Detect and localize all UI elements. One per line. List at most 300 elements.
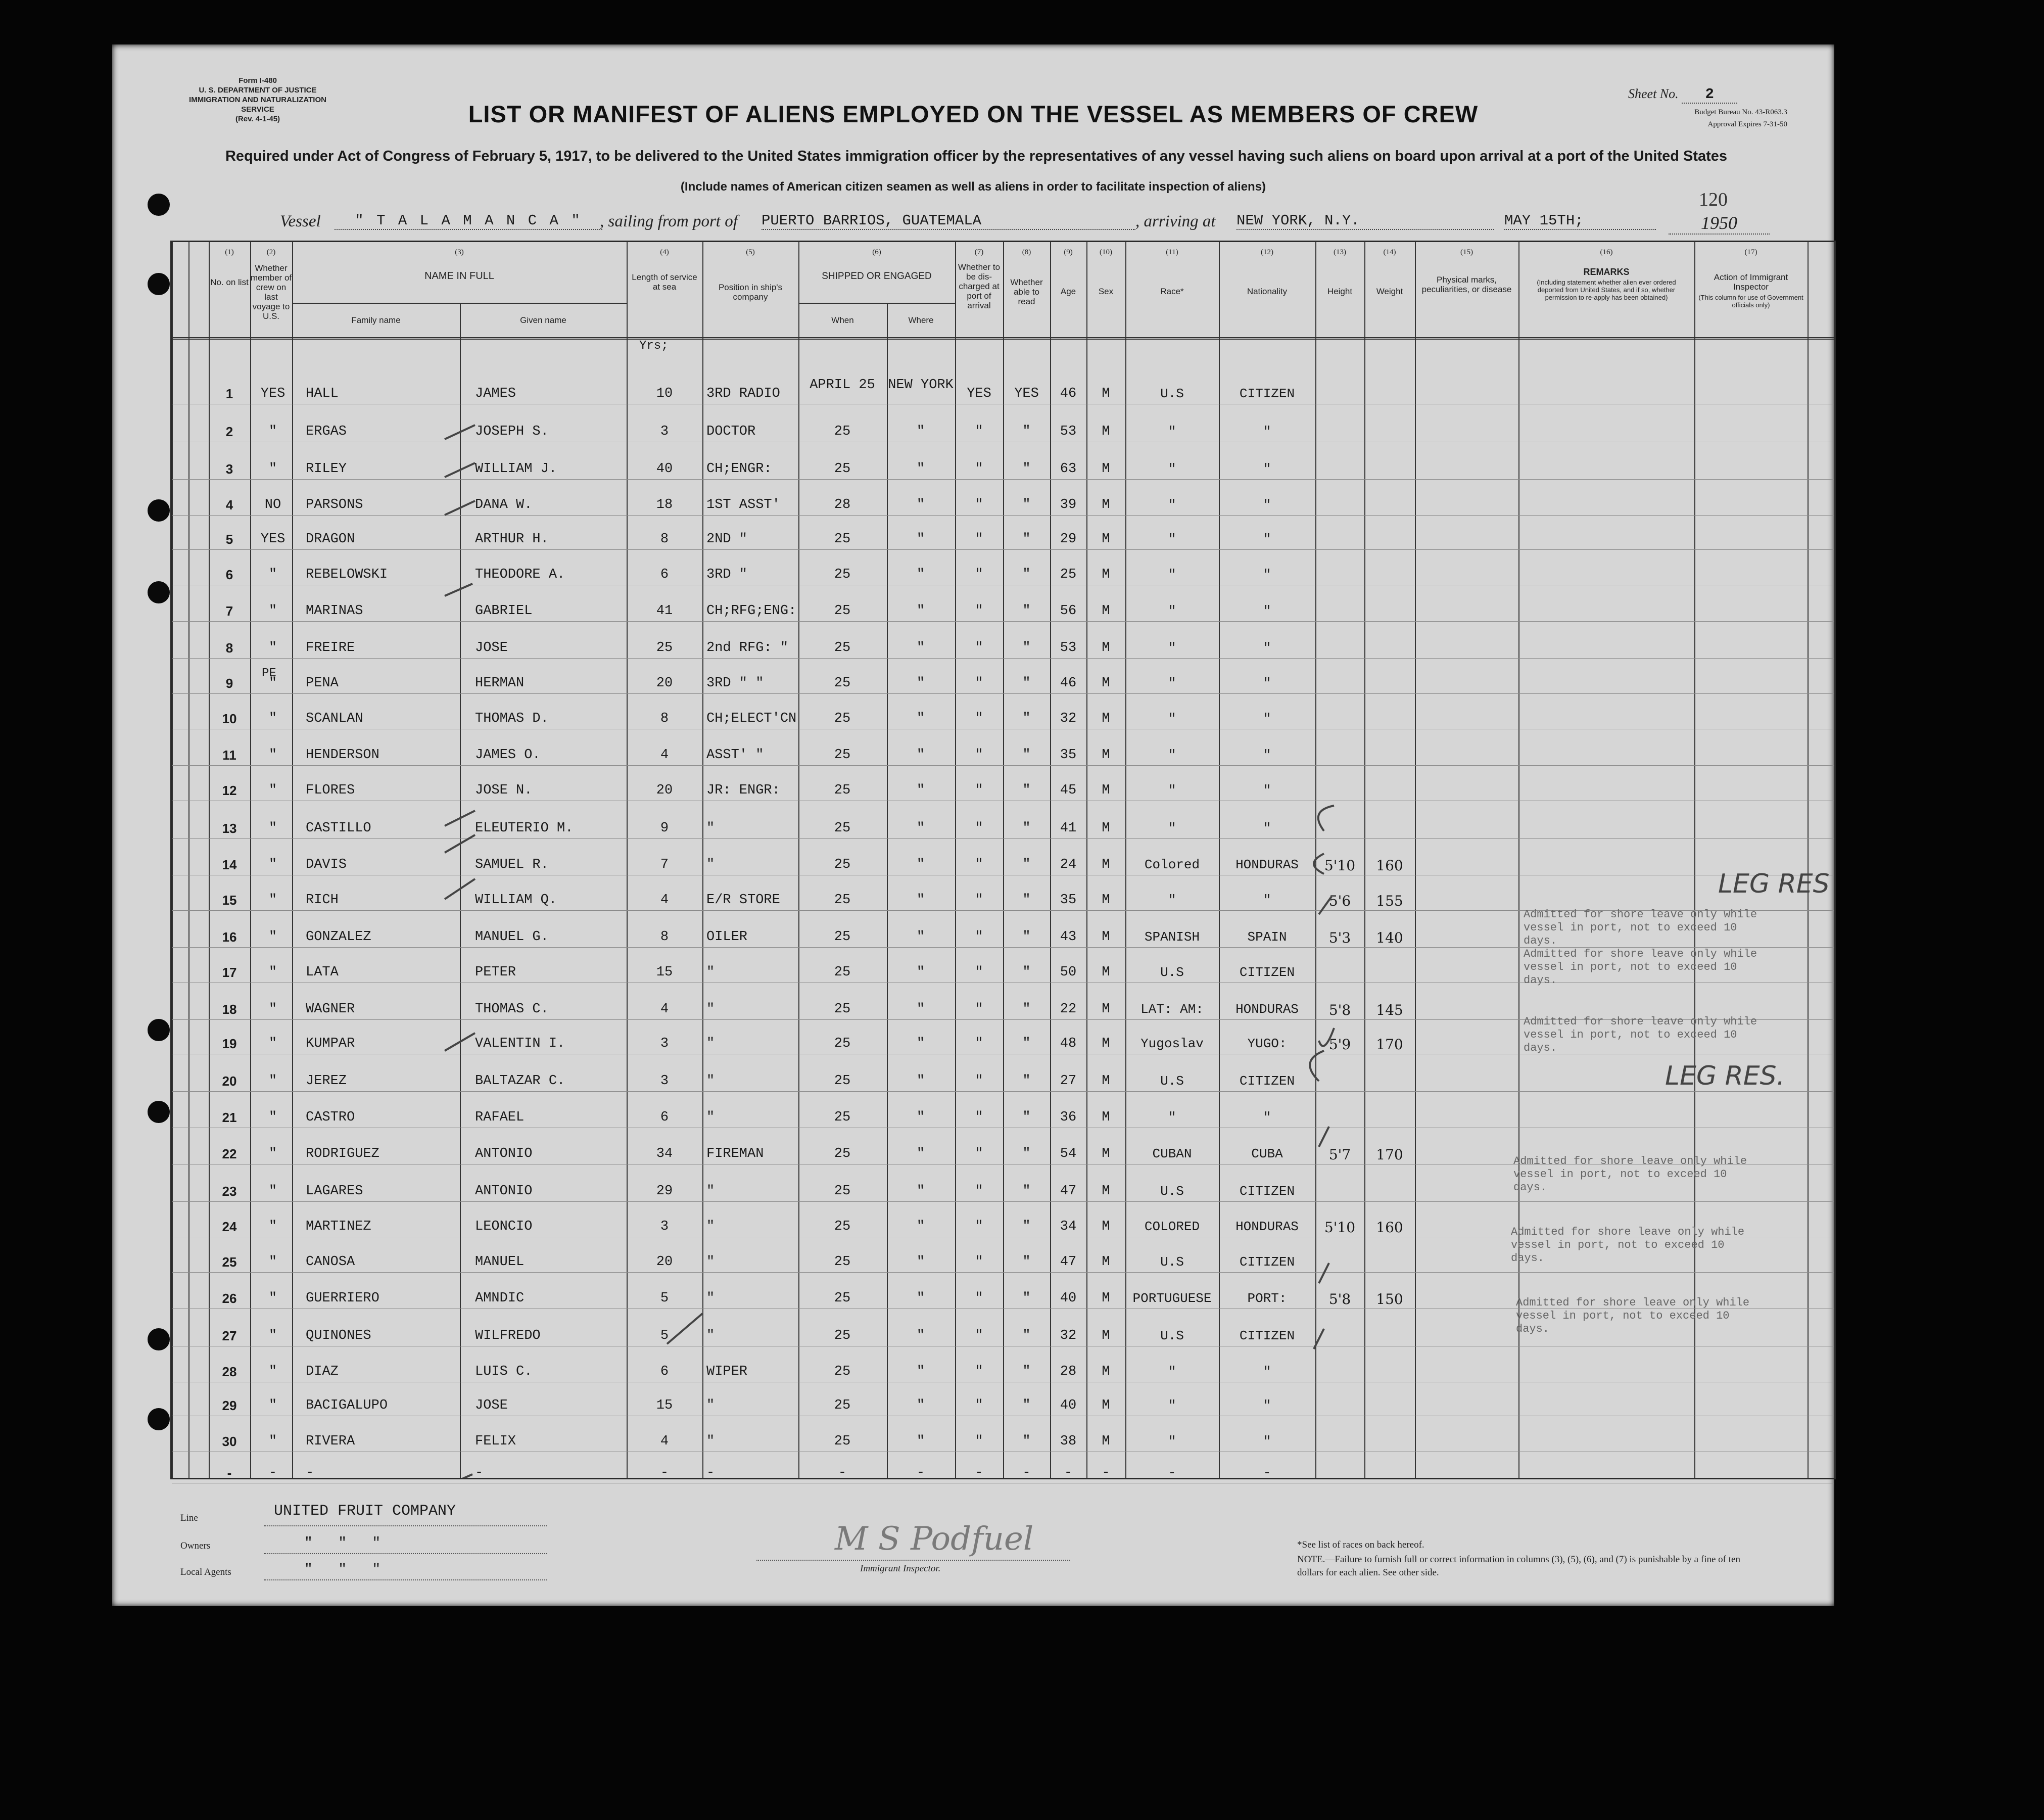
cell-disch: " xyxy=(975,1110,983,1125)
cell-family: HENDERSON xyxy=(306,748,379,763)
cell-weight: 160 xyxy=(1376,857,1403,874)
cell-race: " xyxy=(1168,461,1176,477)
cell-prev: " xyxy=(268,461,277,477)
cell-service: 41 xyxy=(656,603,673,619)
punch-hole xyxy=(148,1101,170,1123)
cell-where: " xyxy=(916,965,925,980)
owners-value: " " " xyxy=(304,1535,381,1551)
cell-race: SPANISH xyxy=(1144,929,1200,945)
cell-read: " xyxy=(1022,711,1031,726)
cell-prev: " xyxy=(268,857,277,872)
cell-service: 40 xyxy=(656,461,673,477)
row-number: 12 xyxy=(222,783,237,798)
cell-where: " xyxy=(916,497,925,512)
punch-hole xyxy=(148,194,170,216)
cell-service: 25 xyxy=(656,640,673,656)
cell-nat: " xyxy=(1263,640,1271,656)
cell-nat: PORT: xyxy=(1247,1291,1287,1306)
cell-given: LUIS C. xyxy=(475,1364,533,1379)
cell-prev: " xyxy=(268,603,277,619)
cell-family: JEREZ xyxy=(306,1074,347,1089)
row-rule xyxy=(172,1272,1834,1273)
cell-sex: - xyxy=(1102,1465,1110,1480)
cell-when: 25 xyxy=(834,1219,851,1234)
cell-age: 40 xyxy=(1060,1291,1077,1306)
cell-prev: " xyxy=(268,1434,277,1449)
cell-prev: - xyxy=(268,1465,277,1480)
cell-position: OILER xyxy=(706,929,748,945)
cell-service: 6 xyxy=(660,1364,669,1379)
cell-prev: " xyxy=(268,640,277,656)
approval-expiry: Approval Expires 7-31-50 xyxy=(1707,120,1787,128)
cell-disch: " xyxy=(975,676,983,691)
cell-race: " xyxy=(1168,532,1176,547)
cell-sex: M xyxy=(1102,857,1110,872)
row-rule xyxy=(172,549,1834,550)
cell-read: " xyxy=(1022,1184,1031,1199)
cell-given: THOMAS C. xyxy=(475,1002,549,1017)
cell-read: " xyxy=(1022,857,1031,872)
col-header-position: Position in ship's company xyxy=(718,283,783,302)
cell-position: " xyxy=(706,1219,715,1234)
cell-age: 38 xyxy=(1060,1434,1077,1449)
cell-family: RIVERA xyxy=(306,1434,355,1449)
cell-race: " xyxy=(1168,1398,1176,1413)
cell-where: NEW YORK xyxy=(888,378,954,393)
col-num: (12) xyxy=(1261,248,1273,256)
row-number: 21 xyxy=(222,1110,237,1125)
form-id: Form I-480 xyxy=(239,76,277,85)
cell-family: MARTINEZ xyxy=(306,1219,371,1234)
row-number: 17 xyxy=(222,965,237,980)
cell-age: 47 xyxy=(1060,1254,1077,1270)
cell-age: 53 xyxy=(1060,424,1077,439)
fine-note: NOTE.—Failure to furnish full or correct information in columns (3), (5), (6), and (7) is punishable by a fine of ten dollars for each alien. See other side. xyxy=(1297,1554,1740,1578)
cell-nat: " xyxy=(1263,567,1271,582)
cell-read: " xyxy=(1022,1398,1031,1413)
row-number: - xyxy=(227,1465,232,1480)
cell-when: 25 xyxy=(834,1036,851,1051)
cell-position: FIREMAN xyxy=(706,1146,764,1161)
remark-shore-leave: Admitted for shore leave only while vessel in port, not to exceed 10 days. xyxy=(1524,1015,1757,1054)
cell-prev: " xyxy=(268,676,277,691)
cell-read: " xyxy=(1022,640,1031,656)
cell-race: " xyxy=(1168,497,1176,512)
row-number: 23 xyxy=(222,1184,237,1199)
row-number: 13 xyxy=(222,821,237,836)
col-header-physical-marks: Physical marks, peculiarities, or disease xyxy=(1421,275,1512,294)
cell-disch: " xyxy=(975,424,983,439)
cell-nat: " xyxy=(1263,461,1271,477)
cell-sex: M xyxy=(1102,386,1110,401)
cell-weight: 145 xyxy=(1376,1002,1403,1018)
cell-family: LAGARES xyxy=(306,1184,363,1199)
cell-position: " xyxy=(706,1291,715,1306)
cell-prev: " xyxy=(268,783,277,798)
cell-position: CH;ENGR: xyxy=(706,461,772,477)
cell-given: JOSE xyxy=(475,640,508,656)
cell-disch: " xyxy=(975,1254,983,1270)
cell-given: ARTHUR H. xyxy=(475,532,549,547)
cell-nat: " xyxy=(1263,1398,1271,1413)
cell-prev: " xyxy=(268,1074,277,1089)
cell-disch: " xyxy=(975,1036,983,1051)
cell-given: MANUEL G. xyxy=(475,929,549,945)
cell-race: " xyxy=(1168,676,1176,691)
punch-hole xyxy=(148,581,170,603)
cell-position: DOCTOR xyxy=(706,424,756,439)
cell-read: " xyxy=(1022,676,1031,691)
cell-when: - xyxy=(838,1465,847,1480)
cell-service: 29 xyxy=(656,1184,673,1199)
cell-where: " xyxy=(916,640,925,656)
cell-given: DANA W. xyxy=(475,497,533,512)
cell-sex: M xyxy=(1102,783,1110,798)
col-num: (10) xyxy=(1100,248,1112,256)
cell-where: " xyxy=(916,1254,925,1270)
cell-race: " xyxy=(1168,821,1176,836)
cell-given: JOSE N. xyxy=(475,783,533,798)
cell-when: 25 xyxy=(834,1434,851,1449)
cell-read: " xyxy=(1022,965,1031,980)
cell-service: 20 xyxy=(656,1254,673,1270)
cell-family: - xyxy=(306,1465,314,1480)
cell-sex: M xyxy=(1102,1291,1110,1306)
sheet-label: Sheet No. xyxy=(1628,86,1679,101)
annotation-legres: LEG RES. xyxy=(1665,1061,1785,1091)
cell-race: " xyxy=(1168,567,1176,582)
cell-position: " xyxy=(706,1110,715,1125)
cell-read: " xyxy=(1022,1364,1031,1379)
col-num: (4) xyxy=(660,248,669,256)
cell-read: YES xyxy=(1014,386,1039,401)
row-number: 18 xyxy=(222,1002,237,1017)
cell-family: PARSONS xyxy=(306,497,363,512)
cell-where: " xyxy=(916,1364,925,1379)
cell-read: " xyxy=(1022,1074,1031,1089)
cell-height: 5'7 xyxy=(1328,1146,1351,1163)
cell-service: 5 xyxy=(660,1328,669,1343)
cell-race: Yugoslav xyxy=(1140,1036,1204,1051)
inspector-signature: M S Podfuel xyxy=(835,1520,1034,1558)
cell-prev: " xyxy=(268,748,277,763)
cell-prev: YES xyxy=(260,532,286,547)
cell-disch: " xyxy=(975,783,983,798)
cell-where: " xyxy=(916,1184,925,1199)
cell-position: " xyxy=(706,1328,715,1343)
cell-nat: CITIZEN xyxy=(1239,1184,1295,1199)
cell-age: 28 xyxy=(1060,1364,1077,1379)
cell-sex: M xyxy=(1102,1146,1110,1161)
cell-sex: M xyxy=(1102,424,1110,439)
cell-given: BALTAZAR C. xyxy=(475,1074,565,1089)
cell-nat: YUGO: xyxy=(1247,1036,1287,1051)
col-header-given-name: Given name xyxy=(520,315,566,325)
col-num: (7) xyxy=(974,248,984,256)
cell-where: " xyxy=(916,893,925,908)
cell-family: RODRIGUEZ xyxy=(306,1146,379,1161)
cell-where: " xyxy=(916,1002,925,1017)
form-service: IMMIGRATION AND NATURALIZATION SERVICE xyxy=(189,96,326,114)
col-header-inspector: Action of Immigrant Inspector xyxy=(1714,272,1788,292)
cell-prev: " xyxy=(268,1328,277,1343)
cell-service: 15 xyxy=(656,965,673,980)
cell-read: " xyxy=(1022,1328,1031,1343)
remark-shore-leave: Admitted for shore leave only while vessel in port, not to exceed 10 days. xyxy=(1524,908,1757,947)
cell-disch: " xyxy=(975,532,983,547)
cell-when: 25 xyxy=(834,1254,851,1270)
row-number: 4 xyxy=(225,497,233,512)
row-number: 6 xyxy=(225,567,233,582)
cell-height: 5'10 xyxy=(1324,857,1356,874)
punch-hole xyxy=(148,273,170,295)
cell-height: 5'3 xyxy=(1328,929,1351,946)
cell-service: 3 xyxy=(660,1219,669,1234)
col-header-inspector-note: (This column for use of Government officials only) xyxy=(1698,294,1803,309)
cell-position: " xyxy=(706,1398,715,1413)
cell-prev: " xyxy=(268,1219,277,1234)
cell-prev: " xyxy=(268,1254,277,1270)
cell-prev: " xyxy=(268,1398,277,1413)
cell-position: " xyxy=(706,1074,715,1089)
cell-given: - xyxy=(475,1465,484,1480)
cell-service: 3 xyxy=(660,424,669,439)
cell-read: " xyxy=(1022,497,1031,512)
vessel-name: " T A L A M A N C A " xyxy=(335,212,602,230)
cell-read: " xyxy=(1022,461,1031,477)
vessel-label: Vessel xyxy=(280,212,321,230)
cell-sex: M xyxy=(1102,532,1110,547)
cell-read: " xyxy=(1022,1110,1031,1125)
cell-read: " xyxy=(1022,748,1031,763)
cell-given: ELEUTERIO M. xyxy=(475,821,574,836)
cell-family: GONZALEZ xyxy=(306,929,371,945)
cell-when: 25 xyxy=(834,893,851,908)
cell-given: WILFREDO xyxy=(475,1328,541,1343)
races-note: *See list of races on back hereof. xyxy=(1297,1539,1424,1550)
cell-family: RICH xyxy=(306,893,339,908)
owners-label: Owners xyxy=(180,1541,211,1551)
budget-number: Budget Bureau No. 43-R063.3 xyxy=(1694,108,1787,116)
cell-sex: M xyxy=(1102,1364,1110,1379)
cell-race: " xyxy=(1168,748,1176,763)
cell-race: CUBAN xyxy=(1152,1146,1192,1161)
cell-height: 5'9 xyxy=(1328,1036,1351,1053)
col-header-no: No. on list xyxy=(210,277,249,287)
cell-disch: " xyxy=(975,640,983,656)
cell-when: 25 xyxy=(834,1184,851,1199)
cell-when: 25 xyxy=(834,965,851,980)
manifest-sheet xyxy=(112,44,1834,1606)
cell-given: ANTONIO xyxy=(475,1146,533,1161)
cell-where: " xyxy=(916,711,925,726)
cell-family: CASTRO xyxy=(306,1110,355,1125)
cell-height: 5'8 xyxy=(1328,1291,1351,1308)
cell-when: 25 xyxy=(834,1291,851,1306)
col-num: (8) xyxy=(1022,248,1031,256)
cell-age: 29 xyxy=(1060,532,1077,547)
cell-position: " xyxy=(706,965,715,980)
cell-prev: " xyxy=(268,424,277,439)
cell-nat: CUBA xyxy=(1251,1146,1283,1161)
cell-given: JAMES O. xyxy=(475,748,541,763)
cell-when: 25 xyxy=(834,676,851,691)
cell-disch: " xyxy=(975,893,983,908)
annotation-legres: LEG RES xyxy=(1718,869,1830,899)
cell-given: WILLIAM Q. xyxy=(475,893,557,908)
cell-where: - xyxy=(916,1465,925,1480)
cell-disch: " xyxy=(975,711,983,726)
cell-prev: " xyxy=(268,1184,277,1199)
row-number: 29 xyxy=(222,1398,237,1413)
cell-sex: M xyxy=(1102,1184,1110,1199)
cell-age: 41 xyxy=(1060,821,1077,836)
cell-position: " xyxy=(706,1184,715,1199)
col-num: (3) xyxy=(455,248,464,256)
cell-where: " xyxy=(916,461,925,477)
row-number: 14 xyxy=(222,857,237,872)
cell-sex: M xyxy=(1102,676,1110,691)
cell-age: 53 xyxy=(1060,640,1077,656)
form-dept: U. S. DEPARTMENT OF JUSTICE xyxy=(199,86,317,95)
cell-nat: HONDURAS xyxy=(1235,1219,1299,1234)
cell-age: 43 xyxy=(1060,929,1077,945)
cell-age: - xyxy=(1064,1465,1073,1480)
cell-where: " xyxy=(916,424,925,439)
remark-shore-leave: Admitted for shore leave only while vessel in port, not to exceed 10 days. xyxy=(1516,1296,1750,1335)
cell-age: 39 xyxy=(1060,497,1077,512)
row-rule xyxy=(172,765,1834,766)
cell-where: " xyxy=(916,532,925,547)
row-number: 5 xyxy=(225,532,233,547)
punch-hole xyxy=(148,499,170,522)
row-number: 22 xyxy=(222,1146,237,1161)
cell-age: 45 xyxy=(1060,783,1077,798)
cell-race: U.S xyxy=(1160,965,1184,980)
cell-service: 5 xyxy=(660,1291,669,1306)
cell-age: 48 xyxy=(1060,1036,1077,1051)
cell-sex: M xyxy=(1102,461,1110,477)
cell-where: " xyxy=(916,567,925,582)
cell-sex: M xyxy=(1102,893,1110,908)
cell-disch: " xyxy=(975,929,983,945)
cell-prev: " xyxy=(268,965,277,980)
cell-nat: HONDURAS xyxy=(1235,1002,1299,1017)
cell-family: DRAGON xyxy=(306,532,355,547)
cell-service: 8 xyxy=(660,711,669,726)
cell-given: THEODORE A. xyxy=(475,567,565,582)
cell-prev: NO xyxy=(264,497,281,512)
cell-disch: YES xyxy=(967,386,991,401)
cell-service: 15 xyxy=(656,1398,673,1413)
cell-family: CASTILLO xyxy=(306,821,371,836)
cell-height: 5'6 xyxy=(1328,893,1351,909)
cell-nat: CITIZEN xyxy=(1239,386,1295,401)
col-num: (6) xyxy=(872,248,881,256)
cell-when: 28 xyxy=(834,497,851,512)
cell-where: " xyxy=(916,603,925,619)
cell-family: SCANLAN xyxy=(306,711,363,726)
departure-port: PUERTO BARRIOS, GUATEMALA xyxy=(762,212,1135,230)
cell-position: 3RD " xyxy=(706,567,748,582)
punch-hole xyxy=(148,1328,170,1350)
cell-nat: " xyxy=(1263,676,1271,691)
cell-when: 25 xyxy=(834,640,851,656)
cell-family: REBELOWSKI xyxy=(306,567,388,582)
cell-given: PETER xyxy=(475,965,516,980)
cell-disch: " xyxy=(975,461,983,477)
cell-given: VALENTIN I. xyxy=(475,1036,565,1051)
cell-service: 8 xyxy=(660,532,669,547)
cell-read: " xyxy=(1022,1146,1031,1161)
cell-service: 8 xyxy=(660,929,669,945)
cell-sex: M xyxy=(1102,1074,1110,1089)
cell-position: JR: ENGR: xyxy=(706,783,780,798)
cell-nat: SPAIN xyxy=(1247,929,1287,945)
cell-age: 36 xyxy=(1060,1110,1077,1125)
cell-age: 46 xyxy=(1060,676,1077,691)
cell-when: 25 xyxy=(834,461,851,477)
cell-position: CH;RFG;ENG: xyxy=(706,603,797,619)
col-header-race: Race* xyxy=(1160,287,1184,296)
cell-race: " xyxy=(1168,1364,1176,1379)
cell-given: THOMAS D. xyxy=(475,711,549,726)
col-header-family-name: Family name xyxy=(351,315,401,325)
cell-disch: " xyxy=(975,1074,983,1089)
row-rule xyxy=(172,621,1834,622)
cell-nat: " xyxy=(1263,1434,1271,1449)
row-rule xyxy=(172,693,1834,694)
cell-race: U.S xyxy=(1160,1074,1184,1089)
cell-age: 47 xyxy=(1060,1184,1077,1199)
remark-shore-leave: Admitted for shore leave only while vessel in port, not to exceed 10 days. xyxy=(1524,948,1757,987)
cell-read: " xyxy=(1022,1036,1031,1051)
cell-when: 25 xyxy=(834,532,851,547)
cell-prev: " xyxy=(268,1110,277,1125)
cell-given: WILLIAM J. xyxy=(475,461,557,477)
row-number: 11 xyxy=(222,748,236,763)
cell-where: " xyxy=(916,783,925,798)
col-header-nationality: Nationality xyxy=(1247,287,1288,296)
cell-given: FELIX xyxy=(475,1434,516,1449)
cell-when: 25 xyxy=(834,1002,851,1017)
cell-age: 63 xyxy=(1060,461,1077,477)
arrival-port: NEW YORK, N.Y. xyxy=(1237,212,1494,230)
cell-age: 25 xyxy=(1060,567,1077,582)
row-rule xyxy=(172,838,1834,839)
col-header-where: Where xyxy=(908,315,934,325)
col-header-read: Whether able to read xyxy=(1010,277,1043,306)
cell-read: " xyxy=(1022,1219,1031,1234)
cell-weight: 140 xyxy=(1376,929,1403,946)
cell-where: " xyxy=(916,1036,925,1051)
cell-position: E/R STORE xyxy=(706,893,780,908)
cell-when: 25 xyxy=(834,1364,851,1379)
cell-family: MARINAS xyxy=(306,603,363,619)
cell-race: COLORED xyxy=(1144,1219,1200,1234)
cell-nat: " xyxy=(1263,821,1271,836)
cell-where: " xyxy=(916,748,925,763)
cell-prev: YES xyxy=(260,386,286,401)
cell-family: HALL xyxy=(306,386,339,401)
cell-where: " xyxy=(916,857,925,872)
cell-when: 25 xyxy=(834,424,851,439)
col-header-discharged: Whether to be dis-charged at port of arrival xyxy=(958,262,1001,310)
cell-race: " xyxy=(1168,640,1176,656)
cell-given: GABRIEL xyxy=(475,603,533,619)
row-number: 15 xyxy=(222,893,237,908)
cell-nat: CITIZEN xyxy=(1239,1254,1295,1270)
